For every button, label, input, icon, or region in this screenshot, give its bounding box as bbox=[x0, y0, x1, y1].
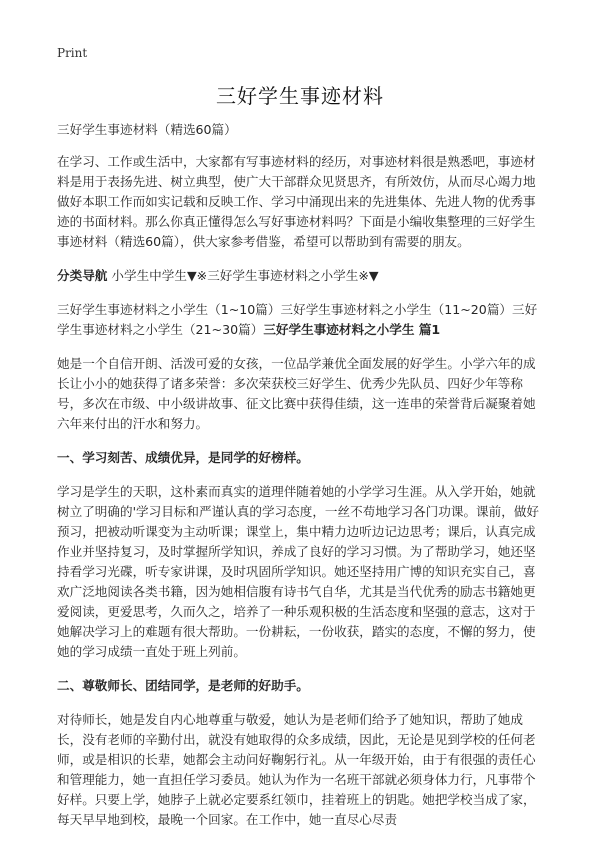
toc-link-21-30[interactable]: 三好学生事迹材料之小学生（21~30篇） bbox=[57, 302, 538, 337]
print-link[interactable]: Print bbox=[57, 46, 88, 60]
table-of-contents bbox=[57, 300, 541, 340]
nav-link-primary-secondary[interactable]: 小学生中学生▼ bbox=[111, 268, 197, 283]
category-nav-label: 分类导航 bbox=[57, 268, 108, 283]
paragraph-2: 学习是学生的天职，这朴素而真实的道理伴随着她的小学学习生涯。从入学开始，她就树立了明确的'学习目标和严谨认真的学习态度，一丝不苟地学习各门功课。课前，做好预习，把被动听课变为主动听课；课堂上，集中精力边听边记边思考；课后，认真完成作业并坚持复习，及时掌握所学知识，养成了良好的学习习惯。为了帮助学习，她还坚持看学习光碟，听专家讲课，及时巩固所学知识。她还坚持用广博的知识充实自己，喜欢广泛地阅读各类书籍，因为她相信腹有诗书气自华，尤其是当代优秀的励志书籍她更爱阅读，更爱思考，久而久之，培养了一种乐观积极的生活态度和坚强的意志，这对于她解决学习上的难题有很大帮助。一份耕耘，一份收获，踏实的态度，不懈的努力，使她的学习成绩一直处于班上列前。 bbox=[57, 484, 540, 659]
toc-link-11-20[interactable]: 三好学生事迹材料之小学生（11~20篇） bbox=[280, 302, 513, 317]
intro-paragraph: 在学习、工作或生活中，大家都有写事迹材料的经历，对事迹材料很是熟悉吧，事迹材料是用于表扬先进、树立典型，使广大干部群众见贤思齐，有所效仿，从而尽心竭力地做好本职工作而如实记载和反映工作、学习中涌现出来的先进集体、先进人物的优秀事迹的书面材料。那么你真正懂得怎么写好事迹材料吗？下面是小编收集整理的三好学生事迹材料（精选60篇），供大家参考借鉴，希望可以帮助到有需要的朋友。 bbox=[57, 154, 536, 249]
section-heading-1: 一、学习刻苦、成绩优异，是同学的好榜样。 bbox=[57, 450, 309, 465]
paragraph-1: 她是一个自信开朗、活泼可爱的女孩，一位品学兼优全面发展的好学生。小学六年的成长让小小的她获得了诸多荣誉：多次荣获校三好学生、优秀少先队员、四好少年等称号，多次在市级、中小级讲故事、征文比赛中获得佳绩，这一连串的荣誉背后凝聚着她六年来付出的汗水和努力。 bbox=[57, 356, 536, 431]
paragraph-3: 对待师长，她是发自内心地尊重与敬爱，她认为是老师们给予了她知识，帮助了她成长，没有老师的辛勤付出，就没有她取得的众多成绩，因此，无论是见到学校的任何老师，或是相识的长辈，她都会主动问好鞠躬行礼。从一年级开始，由于有很强的责任心和管理能力，她一直担任学习委员。她认为作为一名班干部就必须身体力行，凡事带个好样。只要上学，她脖子上就必定要系红领巾，挂着班上的钥匙。她把学校当成了家，每天早早地到校，最晚一个回家。在工作中，她一直尽心尽责 bbox=[57, 712, 536, 827]
nav-link-primary-students[interactable]: ※三好学生事迹材料之小学生※▼ bbox=[196, 268, 379, 283]
article-body bbox=[57, 120, 541, 844]
toc-link-1-10[interactable]: 三好学生事迹材料之小学生（1~10篇） bbox=[57, 302, 281, 317]
category-nav bbox=[57, 266, 541, 286]
page-title: 三好学生事迹材料 bbox=[216, 84, 384, 108]
toc-current-article: 三好学生事迹材料之小学生 篇1 bbox=[263, 322, 441, 337]
article-subtitle: 三好学生事迹材料（精选60篇） bbox=[57, 122, 237, 137]
section-heading-2: 二、尊敬师长、团结同学，是老师的好助手。 bbox=[57, 678, 309, 693]
